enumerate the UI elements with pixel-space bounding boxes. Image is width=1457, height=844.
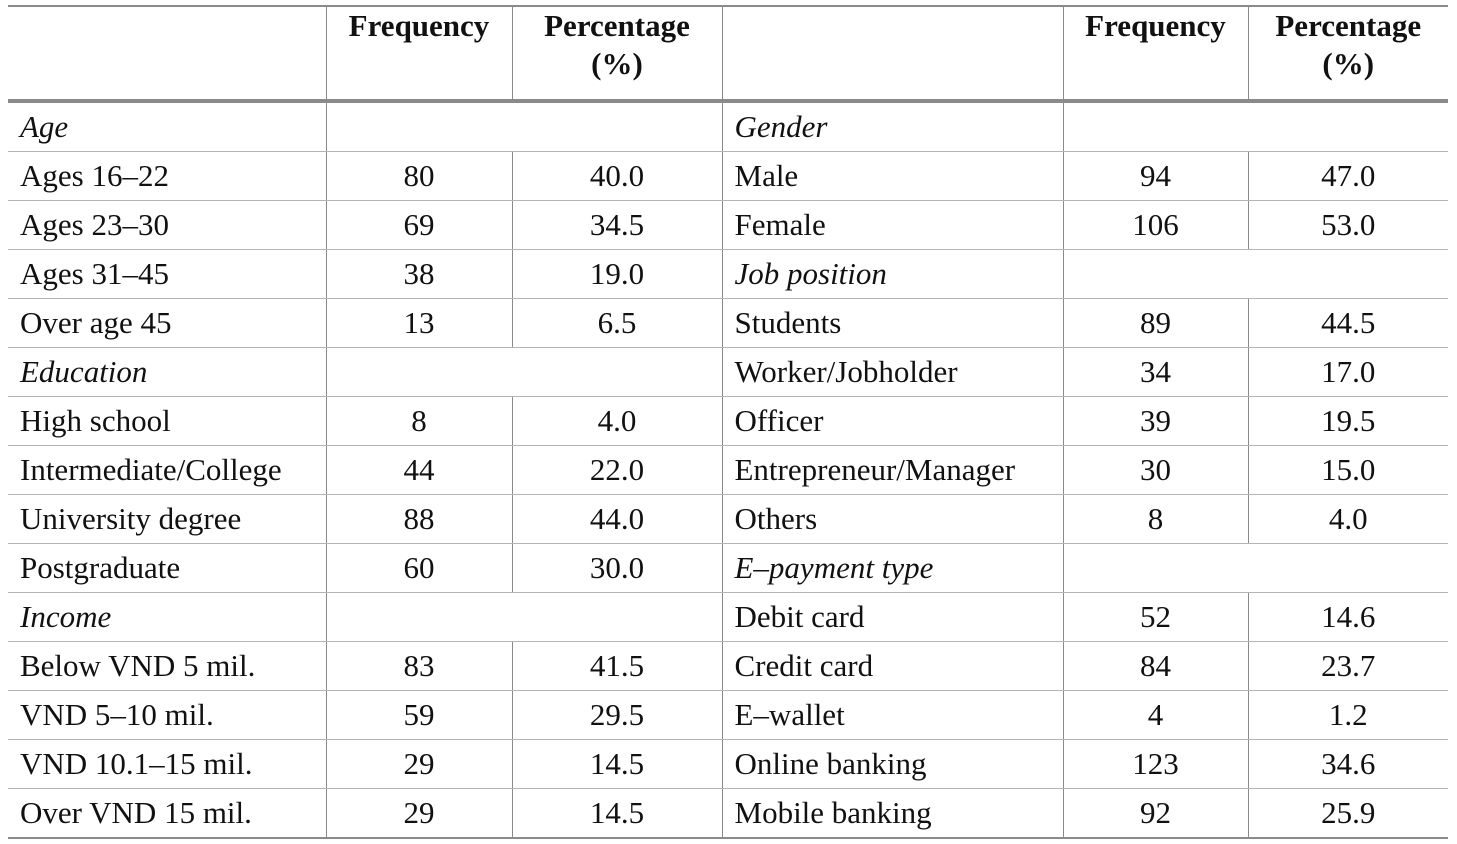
percentage-cell: 53.0 — [1248, 201, 1448, 250]
percentage-cell: 22.0 — [512, 446, 722, 495]
row-label: VND 10.1–15 mil. — [8, 740, 326, 789]
percentage-cell: 1.2 — [1248, 691, 1448, 740]
percentage-cell: 34.5 — [512, 201, 722, 250]
frequency-cell: 29 — [326, 789, 512, 839]
frequency-cell: 83 — [326, 642, 512, 691]
table-row — [8, 691, 1448, 740]
percentage-cell: 4.0 — [1248, 495, 1448, 544]
header-percentage-left — [512, 6, 722, 101]
header-percentage-right-line1: Percentage — [1275, 8, 1422, 43]
row-label: Worker/Jobholder — [722, 348, 1063, 397]
section-heading: Education — [8, 348, 326, 397]
frequency-cell: 60 — [326, 544, 512, 593]
section-spacer — [326, 101, 722, 152]
frequency-cell: 52 — [1063, 593, 1248, 642]
row-label: Postgraduate — [8, 544, 326, 593]
row-label: Intermediate/College — [8, 446, 326, 495]
frequency-cell: 30 — [1063, 446, 1248, 495]
table-row — [8, 250, 1448, 299]
frequency-cell: 92 — [1063, 789, 1248, 839]
row-label: Below VND 5 mil. — [8, 642, 326, 691]
frequency-cell: 59 — [326, 691, 512, 740]
section-heading: Gender — [722, 101, 1063, 152]
percentage-cell: 47.0 — [1248, 152, 1448, 201]
table-body — [8, 101, 1448, 838]
frequency-cell: 123 — [1063, 740, 1248, 789]
section-spacer — [1063, 101, 1448, 152]
row-label: University degree — [8, 495, 326, 544]
header-percentage-right — [1248, 6, 1448, 101]
header-percentage-left-line1: Percentage — [544, 8, 690, 43]
table-row — [8, 101, 1448, 152]
percentage-cell: 44.0 — [512, 495, 722, 544]
percentage-cell: 14.5 — [512, 789, 722, 839]
row-label: Over VND 15 mil. — [8, 789, 326, 839]
percentage-cell: 30.0 — [512, 544, 722, 593]
table-row — [8, 299, 1448, 348]
table-row — [8, 593, 1448, 642]
section-spacer — [1063, 544, 1448, 593]
table-row — [8, 348, 1448, 397]
header-row — [8, 6, 1448, 101]
table-row — [8, 740, 1448, 789]
row-label: E–wallet — [722, 691, 1063, 740]
section-spacer — [1063, 250, 1448, 299]
frequency-cell: 13 — [326, 299, 512, 348]
table-header — [8, 6, 1448, 101]
table-row — [8, 789, 1448, 839]
row-label: Over age 45 — [8, 299, 326, 348]
row-label: Online banking — [722, 740, 1063, 789]
percentage-cell: 4.0 — [512, 397, 722, 446]
row-label: Credit card — [722, 642, 1063, 691]
row-label: Debit card — [722, 593, 1063, 642]
row-label: Female — [722, 201, 1063, 250]
row-label: Ages 31–45 — [8, 250, 326, 299]
percentage-cell: 6.5 — [512, 299, 722, 348]
percentage-cell: 14.6 — [1248, 593, 1448, 642]
header-blank-right — [722, 6, 1063, 101]
row-label: Others — [722, 495, 1063, 544]
percentage-cell: 15.0 — [1248, 446, 1448, 495]
table-row — [8, 446, 1448, 495]
frequency-cell: 89 — [1063, 299, 1248, 348]
frequency-cell: 4 — [1063, 691, 1248, 740]
table-row — [8, 201, 1448, 250]
table-row — [8, 544, 1448, 593]
frequency-cell: 94 — [1063, 152, 1248, 201]
section-heading: Job position — [722, 250, 1063, 299]
row-label: Entrepreneur/Manager — [722, 446, 1063, 495]
section-spacer — [326, 593, 722, 642]
row-label: Students — [722, 299, 1063, 348]
frequency-cell: 34 — [1063, 348, 1248, 397]
percentage-cell: 14.5 — [512, 740, 722, 789]
table-row — [8, 397, 1448, 446]
percentage-cell: 19.5 — [1248, 397, 1448, 446]
section-heading: E–payment type — [722, 544, 1063, 593]
table-row — [8, 642, 1448, 691]
table-row — [8, 152, 1448, 201]
percentage-cell: 34.6 — [1248, 740, 1448, 789]
frequency-cell: 106 — [1063, 201, 1248, 250]
table-row — [8, 495, 1448, 544]
header-percentage-right-line2: (%) — [1322, 46, 1375, 81]
section-spacer — [326, 348, 722, 397]
demographics-table — [8, 5, 1448, 839]
row-label: Male — [722, 152, 1063, 201]
frequency-cell: 29 — [326, 740, 512, 789]
frequency-cell: 38 — [326, 250, 512, 299]
header-frequency-right: Frequency — [1063, 6, 1248, 101]
header-percentage-left-line2: (%) — [591, 46, 643, 81]
frequency-cell: 44 — [326, 446, 512, 495]
section-heading: Age — [8, 101, 326, 152]
percentage-cell: 44.5 — [1248, 299, 1448, 348]
percentage-cell: 23.7 — [1248, 642, 1448, 691]
row-label: Officer — [722, 397, 1063, 446]
percentage-cell: 25.9 — [1248, 789, 1448, 839]
frequency-cell: 8 — [1063, 495, 1248, 544]
row-label: Ages 16–22 — [8, 152, 326, 201]
frequency-cell: 84 — [1063, 642, 1248, 691]
percentage-cell: 17.0 — [1248, 348, 1448, 397]
row-label: VND 5–10 mil. — [8, 691, 326, 740]
frequency-cell: 69 — [326, 201, 512, 250]
percentage-cell: 41.5 — [512, 642, 722, 691]
frequency-cell: 88 — [326, 495, 512, 544]
percentage-cell: 29.5 — [512, 691, 722, 740]
frequency-cell: 8 — [326, 397, 512, 446]
frequency-cell: 80 — [326, 152, 512, 201]
section-heading: Income — [8, 593, 326, 642]
row-label: Mobile banking — [722, 789, 1063, 839]
frequency-cell: 39 — [1063, 397, 1248, 446]
percentage-cell: 19.0 — [512, 250, 722, 299]
row-label: Ages 23–30 — [8, 201, 326, 250]
header-blank-left — [8, 6, 326, 101]
percentage-cell: 40.0 — [512, 152, 722, 201]
header-frequency-left: Frequency — [326, 6, 512, 101]
row-label: High school — [8, 397, 326, 446]
